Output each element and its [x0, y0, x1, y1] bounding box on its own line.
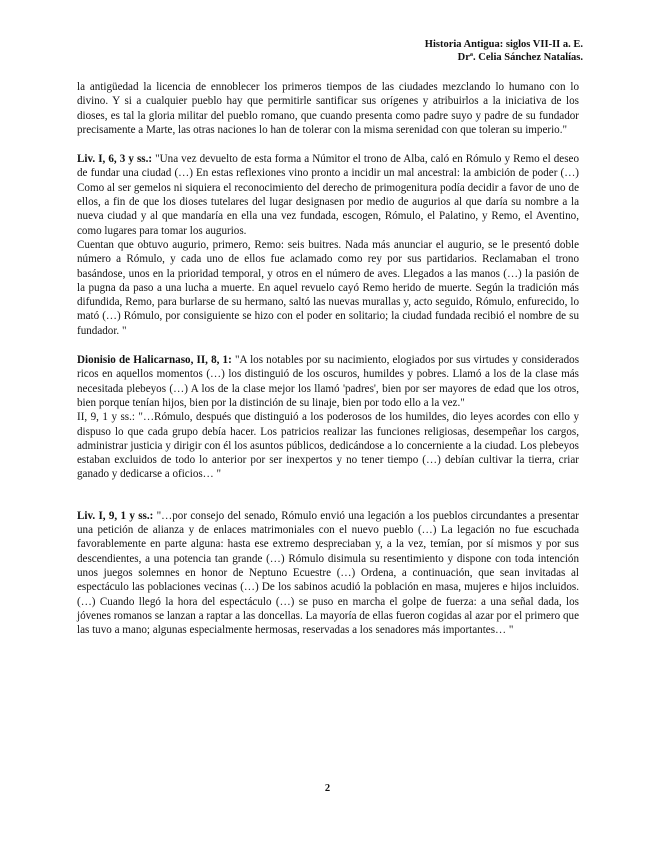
quote-dionysius-2-9: II, 9, 1 y ss.: "…Rómulo, después que distinguió a los poderosos de los humildes, dio leyes acordes con ello y dispuso lo que cada grupo debía hacer. Los patricios realizar las funciones religiosas, desempeñar los cargos, administrar justicia y dirigir con él los asuntos públicos, dedicándose a lo concerniente a la ciudad. Los plebeyos estaban excluidos de todo lo anterior por ser inexpertos y no tener tiempo (…) debían cultivar la tierra, criar ganado y dedicarse a oficios… "	[77, 411, 579, 481]
quote-livy-1-6	[77, 152, 579, 238]
citation-reference: Dionisio de Halicarnaso, II, 8, 1:	[77, 354, 232, 367]
citation-reference: Liv. I, 9, 1 y ss.:	[77, 509, 154, 522]
page-number: 2	[324, 783, 331, 794]
quote-text: "Una vez devuelto de esta forma a Númitor el trono de Alba, caló en Rómulo y Remo el deseo de fundar una ciudad (…) En estas reflexiones vino pronto a incidir un mal ancestral: la ambición de poder (…) Como al ser gemelos ni siquiera el reconocimiento del derecho de primogenitura podía decidir a favor de uno de ellos, a fin de que los dioses tutelares del lugar designasen por medio de augurios al que daría su nombre a la nueva ciudad y al que mandaría en ella una vez fundada, escogen, Rómulo, el Palatino, y Remo, el Aventino, como lugares para tomar los augurios.	[77, 153, 579, 237]
intro-paragraph: la antigüedad la licencia de ennoblecer los primeros tiempos de las ciudades mezclando lo humano con lo divino. Y si a cualquier pueblo hay que permitirle santificar sus orígenes y atribuirlos a la iniciativa de los dioses, es tal la gloria militar del pueblo romano, que cuando presenta como padre suyo y padre de su fundador precisamente a Marte, las otras naciones lo han de tolerar con la misma serenidad con que toleran su imperio."	[77, 81, 579, 136]
quote-text: "…por consejo del senado, Rómulo envió una legación a los pueblos circundantes a presentar una petición de alianza y de enlaces matrimoniales con el nuevo pueblo (…) La legación no fue escuchada favorablemente en parte alguna: hasta ese extremo despreciaban y, a la vez, temían, por sí mismos y por sus descendientes, a una potencia tan grande (…) Rómulo disimula su resentimiento y dispone con toda intención unos juegos solemnes en honor de Neptuno Ecuestre (…) Ordena, a continuación, que sean invitadas al espectáculo las poblaciones vecinas (…) De los sabinos acudió la población en masa, mujeres e hijos incluidos. (…) Cuando llegó la hora del espectáculo (…) se puso en marcha el golpe de fuerza: a una señal dada, los jóvenes romanos se lanzan a raptar a las doncellas. La mayoría de ellas fueron cogidas al azar por el primero que las tuvo a mano; algunas especialmente hermosas, reservadas a los senadores más importantes… "	[77, 509, 579, 637]
quote-text: "A los notables por su nacimiento, elogiados por sus virtudes y considerados ricos en aquellos momentos (…) los distinguió de los oscuros, humildes y pobres. Llamó a los de la clase más necesitada plebeyos (…) A los de la clase mejor los llamó 'padres', bien por ser mayores de edad que los otros, bien porque tenían hijos, bien por la distinción de su linaje, bien por todo ello a la vez."	[77, 354, 580, 409]
quote-dionysius-2-8	[77, 353, 579, 410]
document-body	[77, 80, 579, 637]
citation-reference: Liv. I, 6, 3 y ss.:	[77, 153, 153, 166]
paragraph-spacer	[77, 338, 579, 353]
page-header	[425, 38, 583, 64]
quote-livy-1-9	[77, 509, 579, 638]
quote-livy-1-6-continuation: Cuentan que obtuvo augurio, primero, Remo: seis buitres. Nada más anunciar el augurio, se le presentó doble número a Rómulo, y cada uno de ellos fue aclamado como rey por sus partidarios. Reclamaban el trono basándose, unos en la prioridad temporal, y otros en el número de aves. Llegados a las manos (…) la pasión de la pugna da paso a una lucha a muerte. En aquel revuelo cayó Remo herido de muerte. Según la tradición más difundida, Remo, para burlarse de su hermano, saltó las nuevas murallas y, acto seguido, Rómulo, enfurecido, lo mató (…) Rómulo, por consiguiente se hizo con el poder en solitario; la ciudad fundada recibió el nombre de su fundador. "	[77, 238, 579, 337]
paragraph-spacer	[77, 482, 579, 509]
paragraph-spacer	[77, 137, 579, 152]
header-author: Drª. Celia Sánchez Natalías.	[457, 52, 583, 63]
header-course-title: Historia Antigua: siglos VII-II a. E.	[424, 39, 583, 50]
